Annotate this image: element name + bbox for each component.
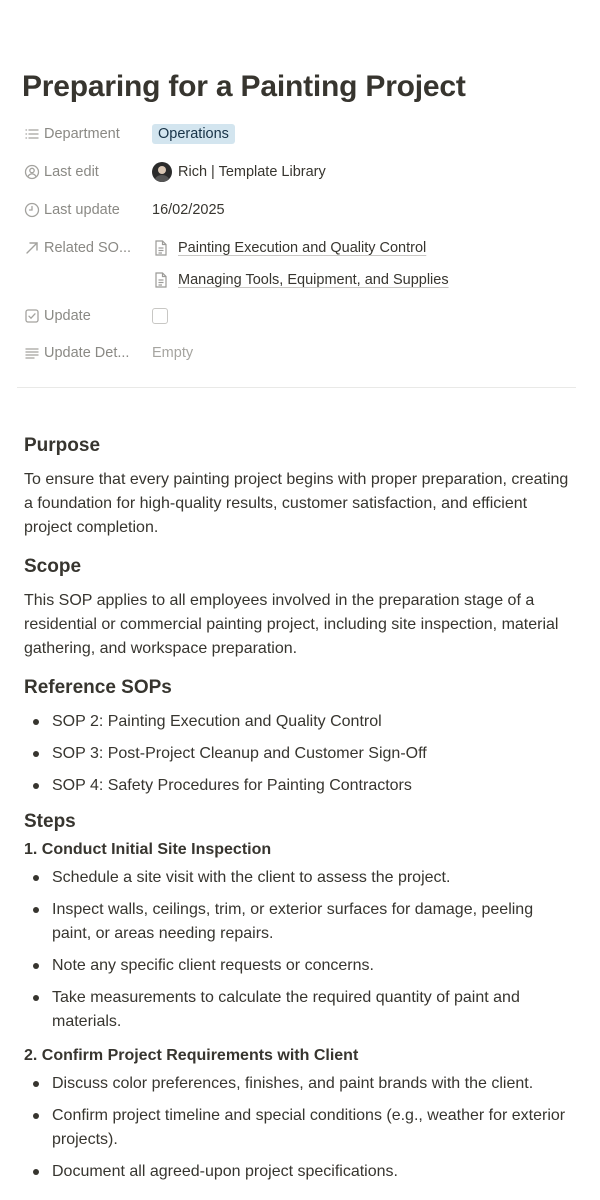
divider bbox=[17, 387, 576, 388]
page-content bbox=[24, 432, 576, 1194]
list-item: SOP 3: Post-Project Cleanup and Customer Sign-Off bbox=[24, 742, 576, 766]
step-2-title: 2. Confirm Project Requirements with Client bbox=[24, 1047, 359, 1064]
user-circle-icon bbox=[24, 164, 40, 180]
property-label: Update bbox=[44, 308, 91, 324]
steps-heading: Steps bbox=[24, 811, 76, 832]
reference-sops-list bbox=[24, 710, 576, 798]
property-last-update[interactable] bbox=[24, 194, 576, 226]
checkbox-icon bbox=[24, 308, 40, 324]
department-tag[interactable]: Operations bbox=[152, 124, 235, 144]
update-details-value[interactable]: Empty bbox=[152, 345, 194, 361]
property-related-sops[interactable] bbox=[24, 232, 576, 264]
property-department[interactable] bbox=[24, 118, 576, 150]
step-1-title: 1. Conduct Initial Site Inspection bbox=[24, 841, 272, 858]
list-item: Take measurements to calculate the required quantity of paint and materials. bbox=[24, 986, 576, 1034]
step-1-list bbox=[24, 866, 576, 1034]
list-item: Note any specific client requests or concerns. bbox=[24, 954, 576, 978]
page-title: Preparing for a Painting Project bbox=[22, 70, 466, 103]
list-item: Inspect walls, ceilings, trim, or exterior surfaces for damage, peeling paint, or areas needing repairs. bbox=[24, 898, 576, 946]
list-item: Confirm project timeline and special conditions (e.g., weather for exterior projects). bbox=[24, 1104, 576, 1152]
list-item: Schedule a site visit with the client to assess the project. bbox=[24, 866, 576, 890]
purpose-heading: Purpose bbox=[24, 435, 101, 456]
update-checkbox[interactable] bbox=[152, 308, 168, 324]
list-item: Document all agreed-upon project specifications. bbox=[24, 1160, 576, 1184]
list-item: SOP 4: Safety Procedures for Painting Contractors bbox=[24, 774, 576, 798]
property-related-sops-2 bbox=[24, 264, 576, 296]
related-link-2[interactable]: Managing Tools, Equipment, and Supplies bbox=[152, 271, 449, 289]
scope-text: This SOP applies to all employees involved in the preparation stage of a residential or commercial painting project, including site inspection, material gathering, and workspace preparation. bbox=[24, 592, 559, 657]
property-update[interactable] bbox=[24, 300, 576, 332]
page-icon bbox=[152, 239, 170, 257]
clock-icon bbox=[24, 202, 40, 218]
purpose-text: To ensure that every painting project begins with proper preparation, creating a foundation for high-quality results, customer satisfaction, and efficient project completion. bbox=[24, 471, 569, 536]
property-label: Update Det... bbox=[44, 345, 130, 361]
avatar bbox=[152, 162, 172, 182]
related-link-1[interactable]: Painting Execution and Quality Control bbox=[152, 239, 426, 257]
property-label: Last update bbox=[44, 202, 120, 218]
text-lines-icon bbox=[24, 345, 40, 361]
page-icon bbox=[152, 271, 170, 289]
last-update-date: 16/02/2025 bbox=[152, 202, 225, 218]
reference-sops-heading: Reference SOPs bbox=[24, 677, 172, 698]
scope-heading: Scope bbox=[24, 556, 82, 577]
last-edit-user[interactable]: Rich | Template Library bbox=[178, 164, 326, 180]
list-item: Discuss color preferences, finishes, and paint brands with the client. bbox=[24, 1072, 576, 1096]
step-2-list bbox=[24, 1072, 576, 1184]
list-item: SOP 2: Painting Execution and Quality Control bbox=[24, 710, 576, 734]
property-label: Last edit bbox=[44, 164, 99, 180]
property-update-details[interactable] bbox=[24, 337, 576, 369]
property-label: Department bbox=[44, 126, 120, 142]
property-last-edit[interactable] bbox=[24, 156, 576, 188]
arrow-up-right-icon bbox=[24, 240, 40, 256]
property-label: Related SO... bbox=[44, 240, 132, 256]
list-icon bbox=[24, 126, 40, 142]
